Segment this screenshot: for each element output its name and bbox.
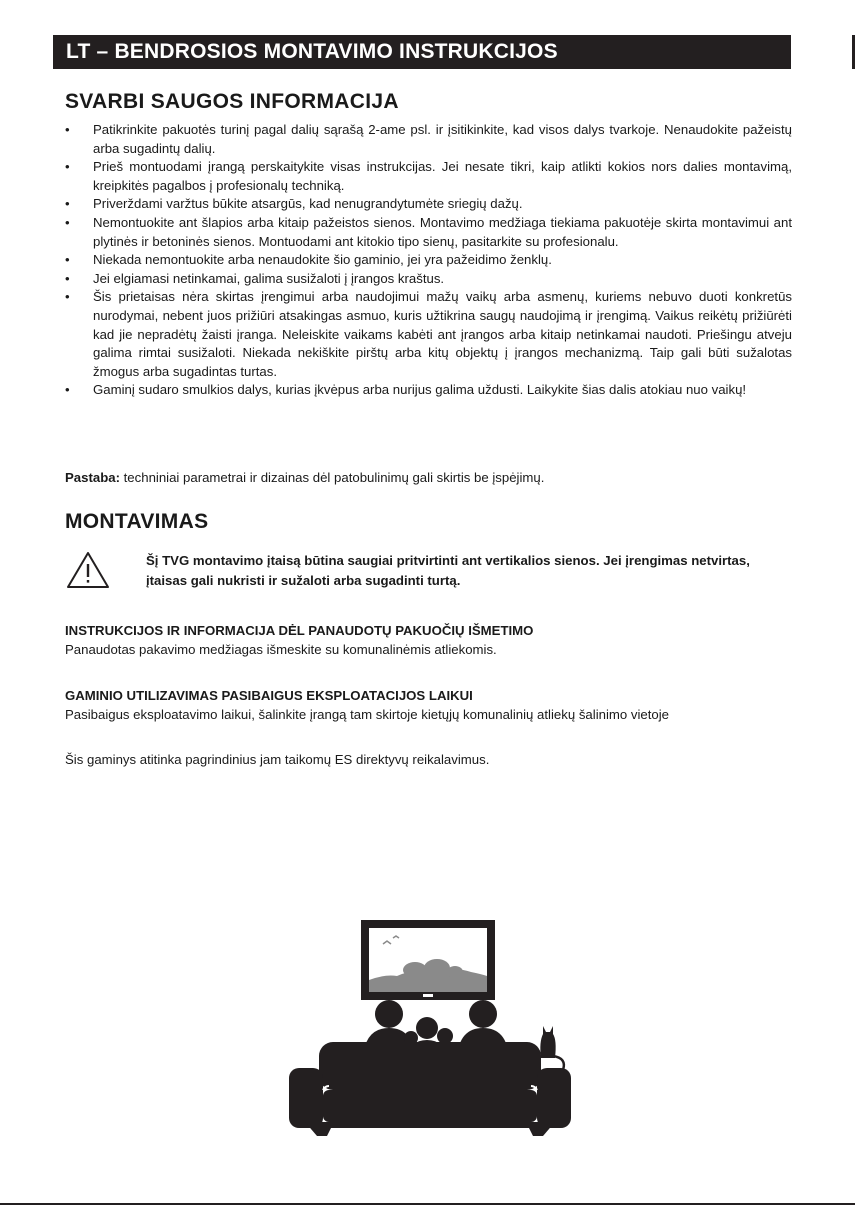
list-item-text: Jei elgiamasi netinkamai, galima susižaloti į įrangos kraštus. [93,270,445,286]
mounting-warning-text: Šį TVG montavimo įtaisą būtina saugiai pritvirtinti ant vertikalios sienos. Jei įrengimas netvirtas, įtaisas gali nukristi ir sužaloti arba sugadinti turtą. [146,553,750,588]
list-item-text: Patikrinkite pakuotės turinį pagal dalių sąrašą 2-ame psl. ir įsitikinkite, kad visos dalys tvarkoje. Nenaudokite pažeistų arba sugadintų dalių. [93,122,792,156]
note-label: Pastaba: [65,470,120,485]
mounting-title: MONTAVIMAS [65,510,209,533]
list-item-text: Gaminį sudaro smulkios dalys, kurias įkvėpus arba nurijus galima uždusti. Laikykite šias dalis atokiau nuo vaikų! [93,382,747,398]
list-item [65,381,792,400]
note [65,470,544,485]
list-item-text: Nemontuokite ant šlapios arba kitaip pažeistos sienos. Montavimo medžiaga tiekiama pakuotėje skirta montavimui ant plytinės ir betoninės sienos. Montuodami ant kitokio tipo sienų, pasitarkite su profesionalu. [93,214,792,249]
packaging-title: INSTRUKCIJOS IR INFORMACIJA DĖL PANAUDOTŲ PAKUOČIŲ IŠMETIMO [65,623,534,638]
disposal-text: Pasibaigus eksploatavimo laikui, šalinkite įrangą tam skirtoje kietųjų komunalinių atliekų šalinimo vietoje [65,707,669,722]
list-item-text: Niekada nemontuokite arba nenaudokite šio gaminio, jei yra pažeidimo ženklų. [93,252,552,268]
note-text: techniniai parametrai ir dizainas dėl patobulinimų gali skirtis be įspėjimų. [119,470,545,485]
list-item [65,158,792,195]
bullet-dot: • [65,289,70,305]
safety-title: SVARBI SAUGOS INFORMACIJA [65,90,399,113]
tv-led [423,994,433,997]
bullet-dot: • [65,159,70,175]
bullet-dot: • [65,196,70,212]
list-item [65,288,792,381]
list-item-text: Priverždami varžtus būkite atsargūs, kad nenugrandytumėte sriegių dažų. [93,196,523,212]
bullet-dot: • [65,122,70,137]
list-item-text: Šis prietaisas nėra skirtas įrengimui arba naudojimui mažų vaikų arba asmenų, kuriems nebuvo duoti konkretūs nurodymai, nebent juos prižiūri atsakingas asmuo, kuris užtikrina saugų naudojimą ir įrengimą. Vaikus reikėtų prižiūrėti kad jie nepradėtų žaisti įranga. Neleiskite vaikams kabėti ant įrangos arba kitaip netinkamai naudoti. Priešingu atveju galima rimtai susižaloti. Niekada nekiškite pirštų arba kitų objektų į įrangos mechanizmą. Taip gali būti sužalotas žmogus arba sugadintas turtas. [93,289,792,379]
compliance-text: Šis gaminys atitinka pagrindinius jam taikomų ES direktyvų reikalavimus. [65,752,490,767]
bullet-dot: • [65,214,70,230]
bullet-dot: • [65,252,70,268]
bullet-dot: • [65,270,70,286]
packaging-text: Panaudotas pakavimo medžiagas išmeskite su komunalinėmis atliekomis. [65,642,497,657]
header-bar [53,35,791,69]
list-item [65,121,792,158]
list-item [65,251,792,270]
list-item [65,195,792,214]
disposal-title: GAMINIO UTILIZAVIMAS PASIBAIGUS EKSPLOATACIJOS LAIKUI [65,688,473,703]
list-item [65,214,792,251]
safety-list [65,121,792,400]
sofa [289,1042,571,1136]
bullet-dot: • [65,382,70,398]
page-title: LT – BENDROSIOS MONTAVIMO INSTRUKCIJOS [66,40,558,63]
footer-rule [0,1203,855,1205]
list-item [65,270,792,289]
family-watching-tv-illustration [285,918,575,1136]
warning-triangle-icon [65,550,111,590]
list-item-text: Prieš montuodami įrangą perskaitykite visas instrukcijas. Jei nesate tikri, kaip atlikti kokios nors dalies montavimą, kreipkitės pagalbos į profesionalų techniką. [93,159,792,193]
